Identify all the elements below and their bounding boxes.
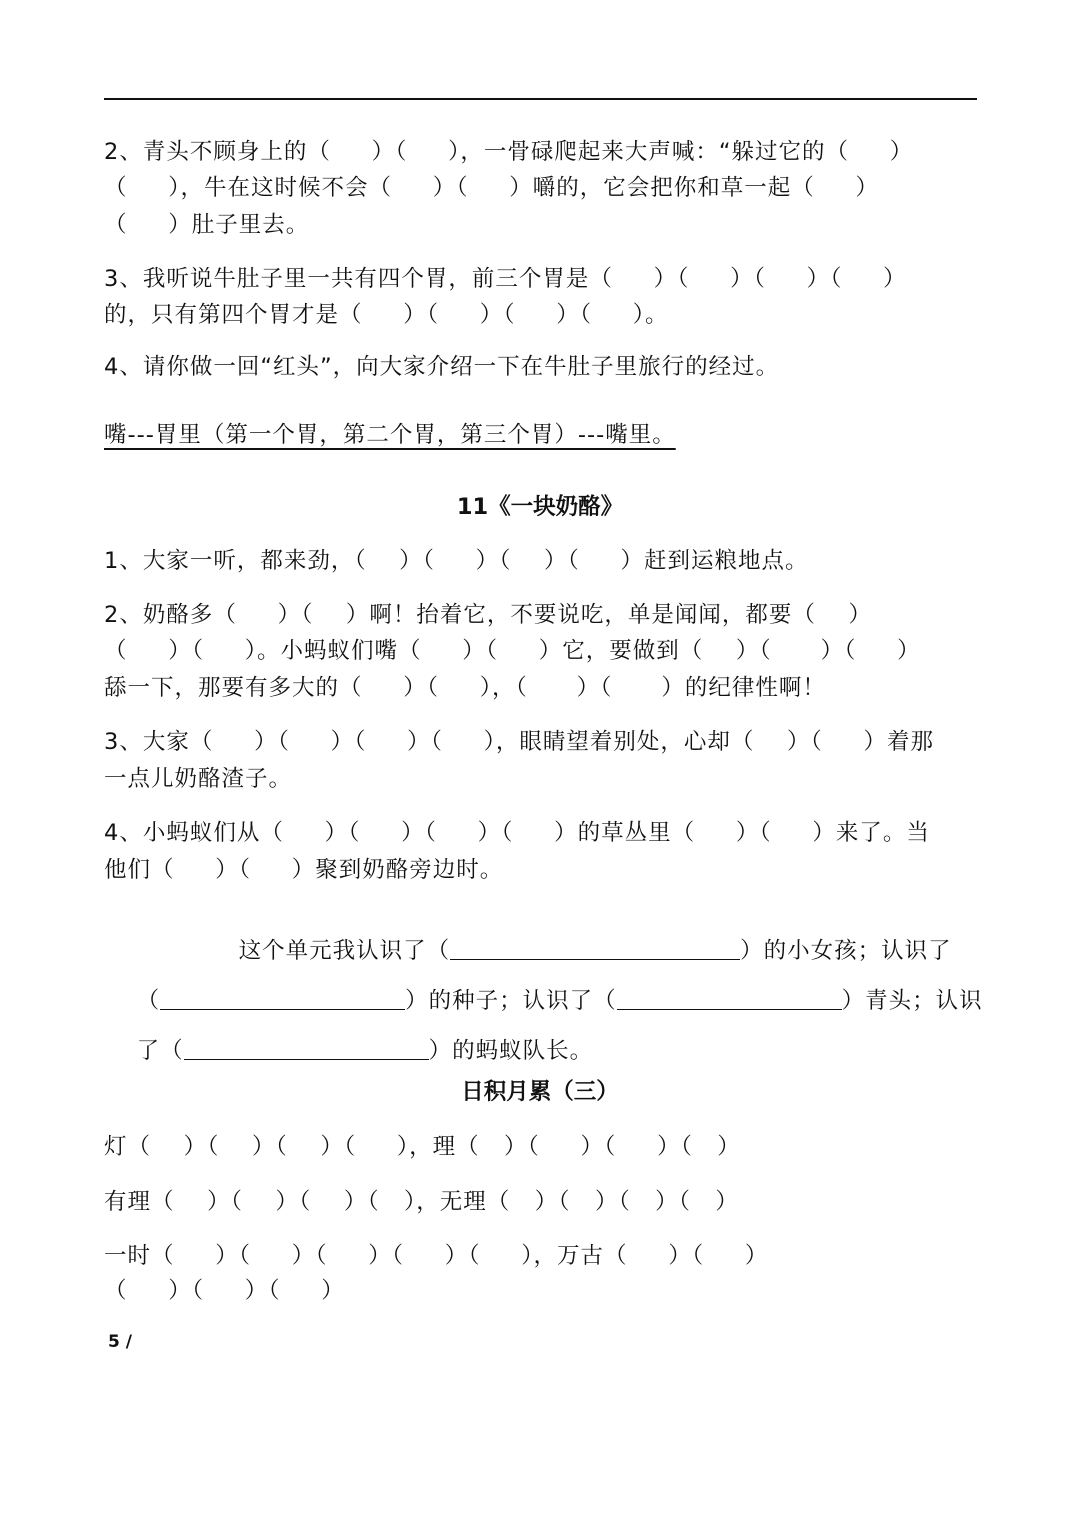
s11-q4-line1: 4、小蚂蚁们从（ ）（ ）（ ）（ ）的草丛里（ ）（ ）来了。当 — [104, 820, 930, 846]
s11-q2-line2: （ ）（ ）。小蚂蚁们嘴（ ）（ ）它，要做到（ ）（ ）（ ） — [104, 638, 921, 664]
summary-line1-post: ）的小女孩；认识了 — [740, 938, 952, 964]
s11-q3-line1: 3、大家（ ）（ ）（ ）（ ），眼睛望着别处，心却（ ）（ ）着那 — [104, 729, 934, 755]
s10-q2-line3: （ ）肚子里去。 — [104, 212, 310, 238]
s11-q4-line2: 他们（ ）（ ）聚到奶酪旁边时。 — [104, 857, 504, 883]
summary-line2-a: （ — [136, 988, 161, 1014]
s11-q3-line2: 一点儿奶酪渣子。 — [104, 766, 293, 792]
header-rule — [104, 98, 977, 100]
accumulate-line1: 灯（ ）（ ）（ ）（ ），理（ ）（ ）（ ）（ ） — [104, 1134, 741, 1160]
s10-q3-line1: 3、我听说牛肚子里一共有四个胃，前三个胃是（ ）（ ）（ ）（ ） — [104, 266, 907, 292]
s10-q2-line2: （ ），牛在这时候不会（ ）（ ）嚼的，它会把你和草一起（ ） — [104, 175, 880, 201]
page-number: 5 / — [108, 1332, 132, 1352]
blank-ant-captain[interactable] — [184, 1037, 429, 1060]
accumulate-line4: （ ）（ ）（ ） — [104, 1278, 345, 1304]
s11-q2-line1: 2、奶酪多（ ）（ ）啊！抬着它，不要说吃，单是闻闻，都要（ ） — [104, 602, 873, 628]
accumulate-line2: 有理（ ）（ ）（ ）（ ），无理（ ）（ ）（ ）（ ） — [104, 1189, 739, 1215]
accumulate-title: 日积月累（三） — [461, 1079, 619, 1105]
s10-q4-line1: 4、请你做一回“红头”，向大家介绍一下在牛肚子里旅行的经过。 — [104, 354, 780, 380]
summary-line2-b: ）的种子；认识了（ — [405, 988, 617, 1014]
accumulate-line3: 一时（ ）（ ）（ ）（ ）（ ），万古（ ）（ ） — [104, 1243, 769, 1269]
summary-line2-c: ）青头；认识 — [841, 988, 983, 1014]
s10-q3-line2: 的，只有第四个胃才是（ ）（ ）（ ）（ ）。 — [104, 302, 669, 328]
summary-line1-pre: 这个单元我认识了（ — [238, 938, 451, 964]
s10-q2-line1: 2、青头不顾身上的（ ）（ ），一骨碌爬起来大声喊：“躲过它的（ ） — [104, 139, 914, 165]
route-answer: 嘴---胃里（第一个胃，第二个胃，第三个胃）---嘴里。 — [104, 422, 676, 448]
s11-q2-line3: 舔一下，那要有多大的（ ）（ ），（ ）（ ）的纪律性啊！ — [104, 675, 826, 701]
summary-line3-a: 了（ — [136, 1038, 184, 1064]
s11-q1-line1: 1、大家一听，都来劲，（ ）（ ）（ ）（ ）赶到运粮地点。 — [104, 548, 809, 574]
section11-title: 11《一块奶酪》 — [456, 494, 624, 520]
summary-line3-b: ）的蚂蚁队长。 — [428, 1038, 594, 1064]
